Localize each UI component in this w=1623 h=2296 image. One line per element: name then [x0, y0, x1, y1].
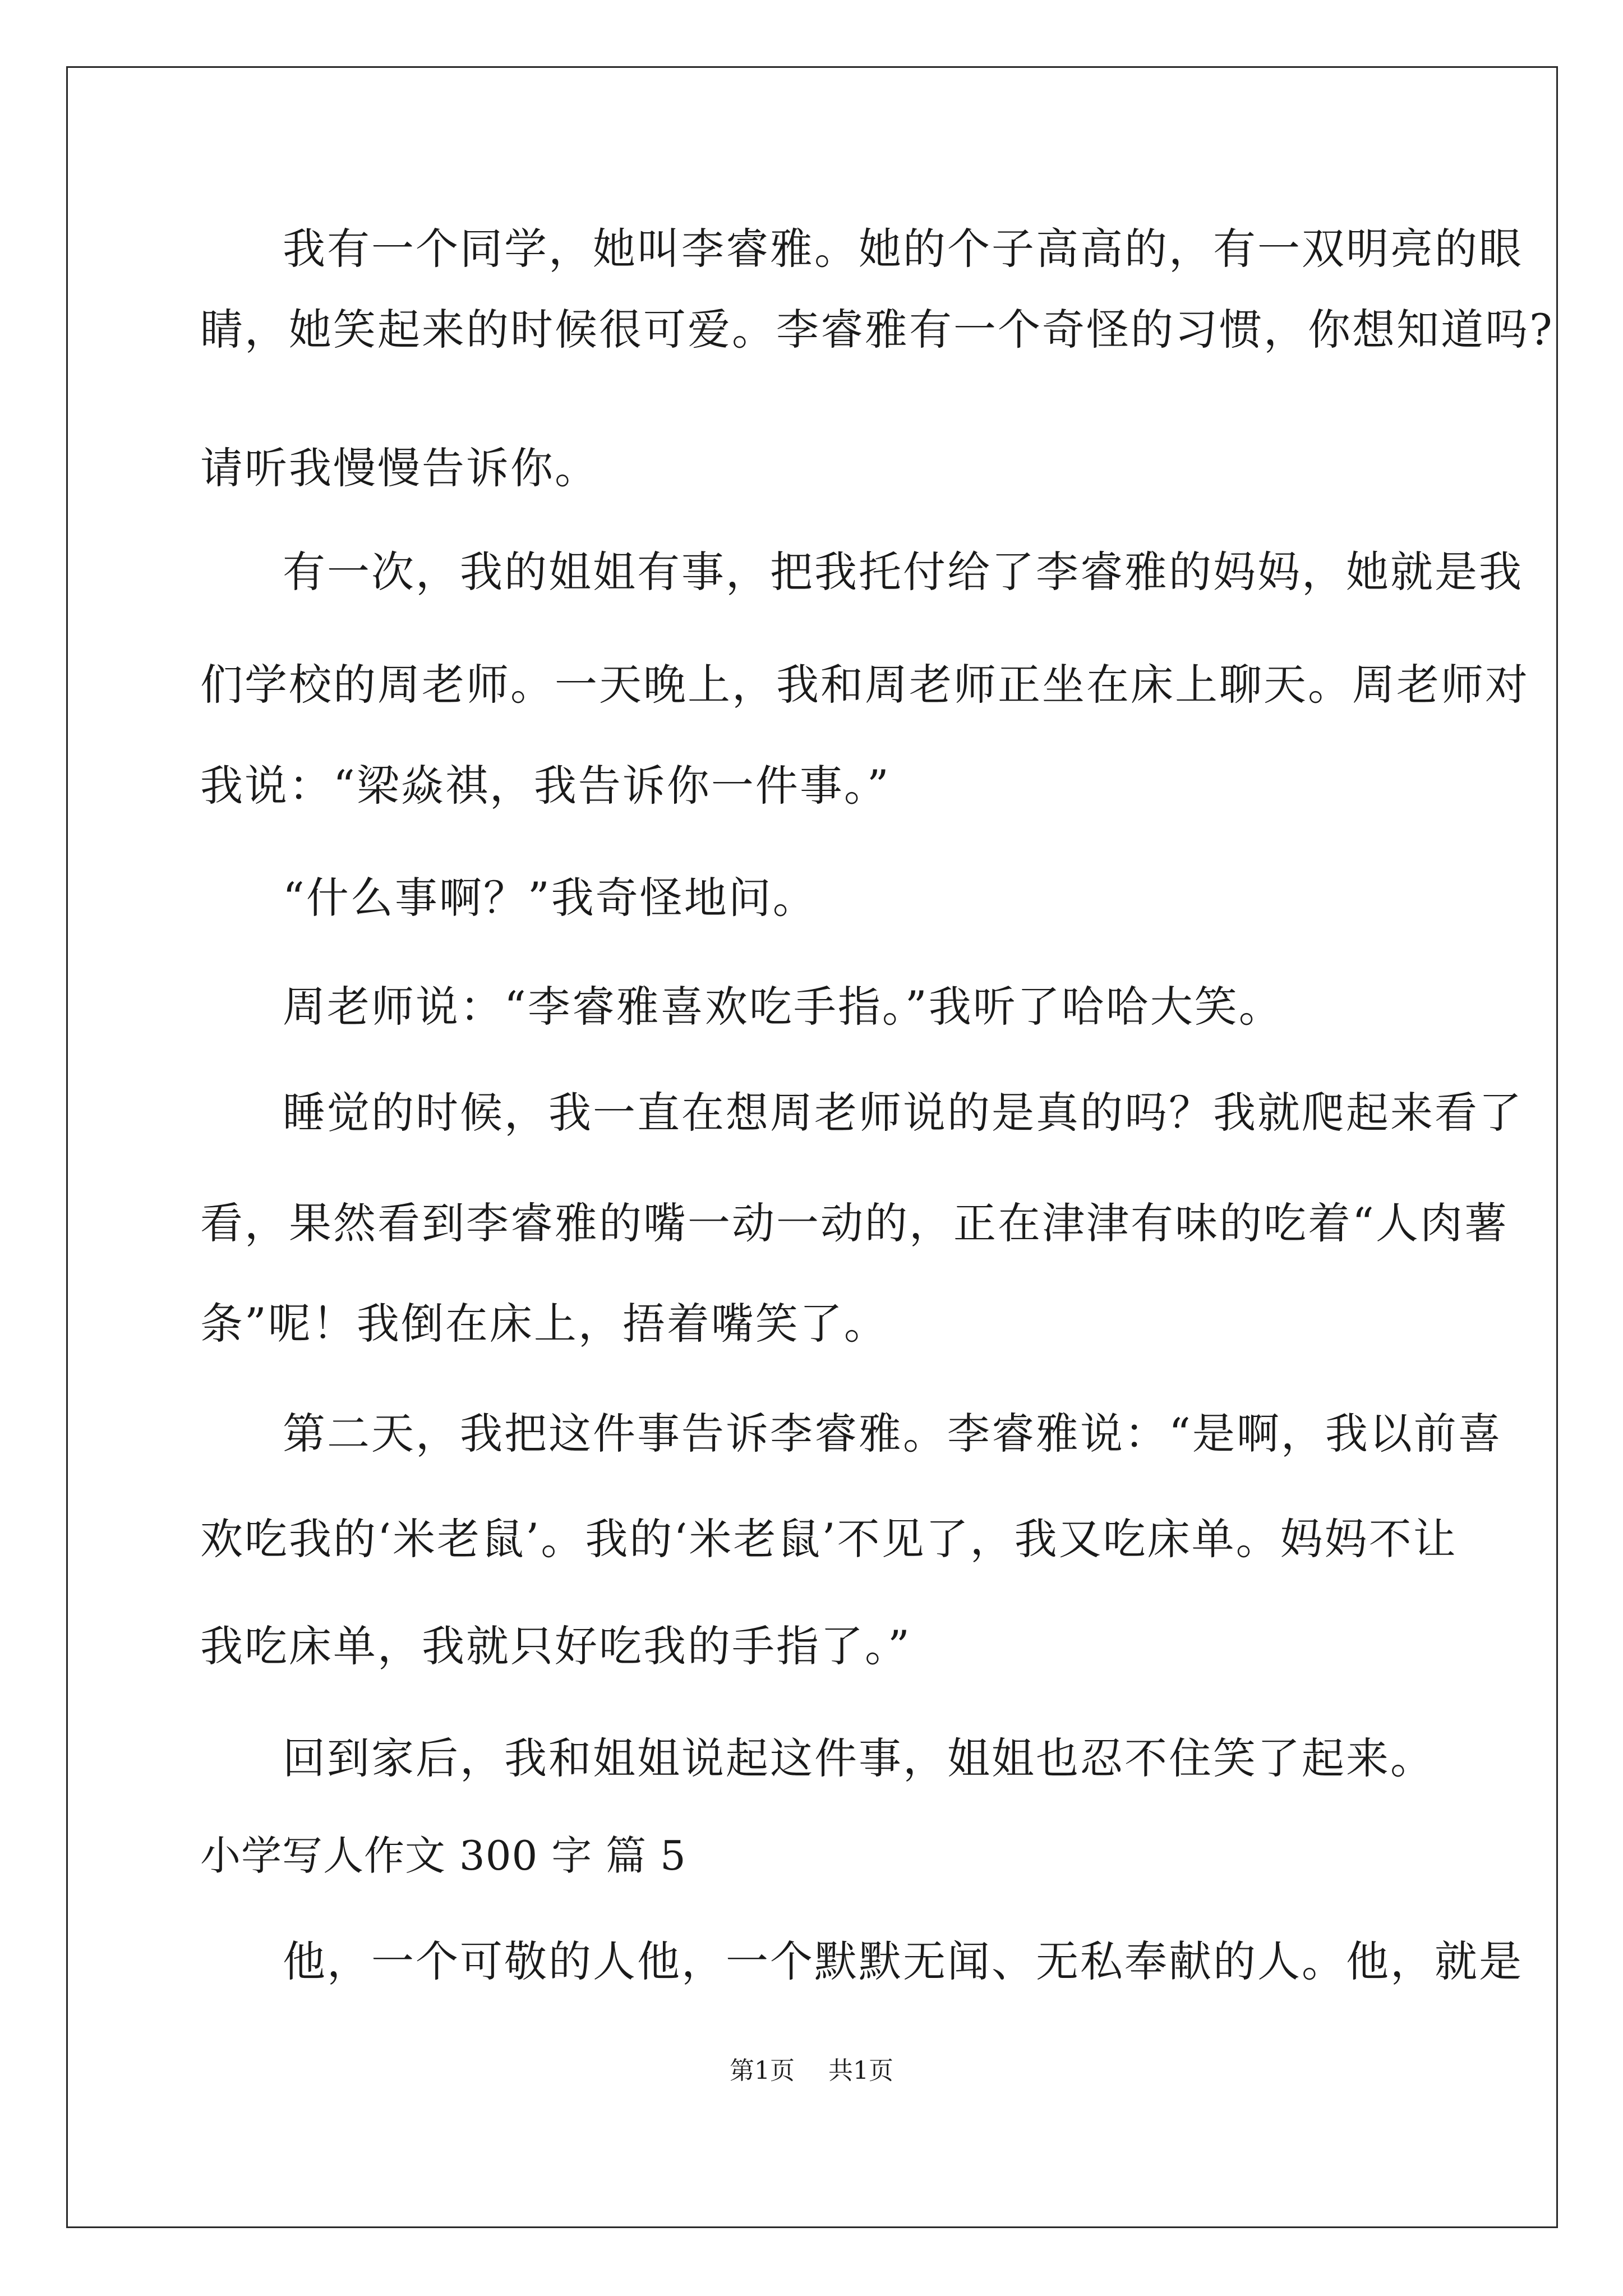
- paragraph-line: 睛，她笑起来的时候很可爱。李睿雅有一个奇怪的习惯，你想知道吗?: [200, 305, 1554, 355]
- paragraph-line: 有一次，我的姐姐有事，把我托付给了李睿雅的妈妈，她就是我: [283, 547, 1523, 597]
- paragraph-line: 请听我慢慢告诉你。: [200, 443, 599, 493]
- paragraph-line: 们学校的周老师。一天晚上，我和周老师正坐在床上聊天。周老师对: [200, 660, 1529, 710]
- paragraph-line: 我吃床单，我就只好吃我的手指了。”: [200, 1621, 911, 1671]
- paragraph-line: 睡觉的时候，我一直在想周老师说的是真的吗？我就爬起来看了: [283, 1088, 1523, 1138]
- paragraph-line: 周老师说：“李睿雅喜欢吃手指。”我听了哈哈大笑。: [283, 982, 1283, 1032]
- paragraph-line: 回到家后，我和姐姐说起这件事，姐姐也忍不住笑了起来。: [283, 1733, 1435, 1783]
- page-border: [66, 66, 1558, 2228]
- paragraph-line: 欢吃我的‘米老鼠’。我的‘米老鼠’不见了，我又吃床单。妈妈不让: [200, 1514, 1458, 1564]
- paragraph-line: 我说：“梁焱祺，我告诉你一件事。”: [200, 761, 891, 811]
- page-number-total: 共1页: [828, 2056, 893, 2085]
- paragraph-line: 看，果然看到李睿雅的嘴一动一动的，正在津津有味的吃着“人肉薯: [200, 1198, 1509, 1248]
- paragraph-line: 条”呢！我倒在床上，捂着嘴笑了。: [200, 1299, 888, 1349]
- paragraph-line: 他，一个可敬的人他，一个默默无闻、无私奉献的人。他，就是: [283, 1936, 1523, 1986]
- section-heading: 小学写人作文 300 字 篇 5: [200, 1832, 686, 1879]
- paragraph-line: “什么事啊？”我奇怪地问。: [283, 873, 817, 923]
- paragraph-line: 我有一个同学，她叫李睿雅。她的个子高高的，有一双明亮的眼: [283, 224, 1523, 274]
- page-footer: [0, 2056, 1623, 2085]
- page-number-current: 第1页: [730, 2056, 795, 2085]
- paragraph-line: 第二天，我把这件事告诉李睿雅。李睿雅说：“是啊，我以前喜: [283, 1409, 1502, 1458]
